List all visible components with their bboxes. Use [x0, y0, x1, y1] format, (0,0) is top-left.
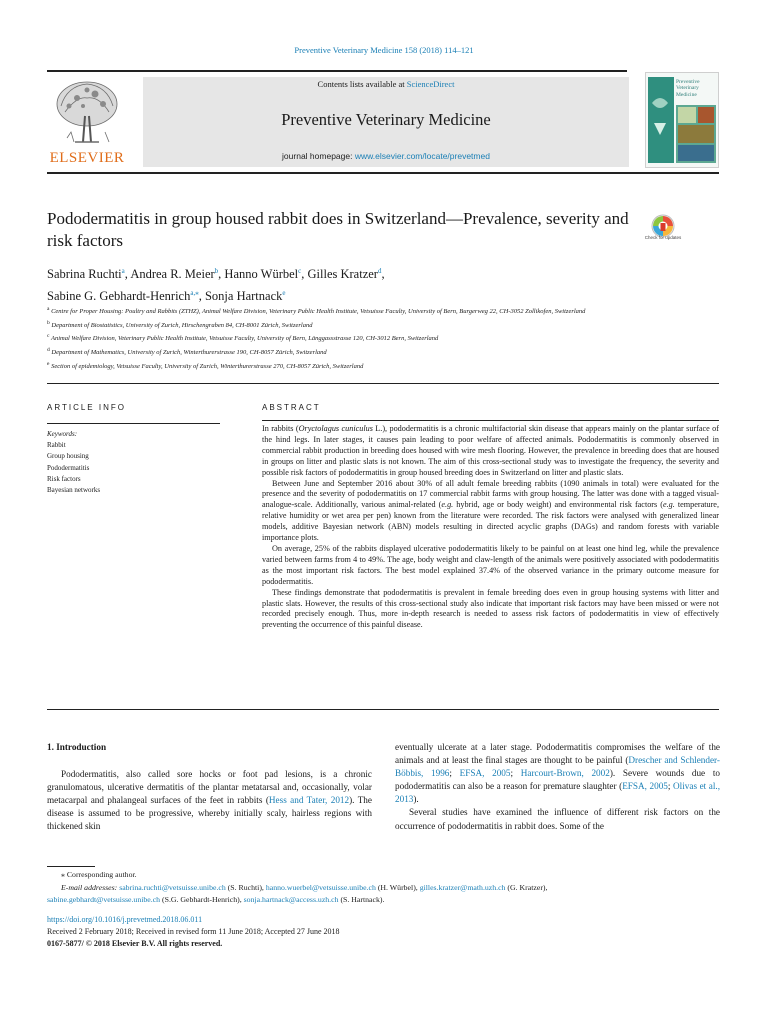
author-name[interactable]: Andrea R. Meier — [130, 267, 215, 282]
author-name[interactable]: Sabrina Ruchti — [47, 267, 122, 282]
email-link[interactable]: sabrina.ruchti@vetsuisse.unibe.ch — [119, 882, 226, 892]
affiliation-item: $^b$ Department of Biostatistics, University of Zurich, Hirschengraben 84, CH-8001 Zürich, Switzerland — [47, 319, 313, 329]
crossmark-label[interactable]: Check for updates — [644, 235, 682, 240]
email-link[interactable]: sabine.gebhardt@vetsuisse.unibe.ch — [47, 895, 161, 904]
citation-link[interactable]: EFSA, 2005 — [459, 768, 511, 779]
keyword-item: Bayesian networks — [47, 486, 101, 495]
journal-homepage — [143, 151, 629, 161]
affiliation-item: $^a$ Centre for Proper Housing: Poultry and Rabbits (ZTHZ), Animal Welfare Division, Veterinary Public Health Institute, Vetsuisse Faculty, University of Bern, Burgerweg 22, CH-3052 Zollikofen, Switzerland — [47, 306, 586, 316]
abstract-paragraph: In rabbits (Oryctolagus cuniculus L.), pododermatitis is a chronic multifactorial skin disease that appears mainly on the plantar surface of the hind legs. In later stages, it causes pain leading to poor welfare of affected animals. Pododermatitis is commonly observed in commercial rabbit production in breeding does housed with wire mesh flooring. However, the prevalence in breeding does that are housed in groups on litter and plastic slats is not known. The aim of this cross-sectional study was to investigate the frequency, the severity and possible risk factors of pododermatitis in group housed breeding does in Switzerland on litter and plastic slats. — [262, 424, 719, 477]
article-info-heading: ARTICLE INFO — [47, 403, 126, 412]
journal-reference-link[interactable]: Preventive Veterinary Medicine 158 (2018) 114–121 — [294, 45, 474, 55]
keyword-item: Pododermatitis — [47, 463, 90, 472]
cover-title: Preventive Veterinary Medicine — [676, 79, 700, 98]
affiliation-item: $^e$ Section of epidemiology, Vetsuisse Faculty, University of Zurich, Winterthurerstrasse 270, CH-8057 Zürich, Switzerland — [47, 360, 364, 370]
author-list: Sabrina Ruchti$^a$, Andrea R. Meier$^b$, Hanno Würbel$^c$, Gilles Kratzer$^d$, Sabine G. Gebhardt-Henrich$^{a,⁎}$, Sonja Hartnack$^e$ — [47, 267, 385, 304]
author-name[interactable]: Hanno Würbel — [224, 267, 299, 282]
article-info-rule — [47, 423, 220, 424]
author-name[interactable]: Sonja Hartnack — [204, 289, 283, 304]
keyword-item: Risk factors — [47, 474, 81, 483]
article-title: Pododermatitis in group housed rabbit does in Switzerland—Prevalence, severity and risk factors — [47, 209, 629, 250]
abstract-end-rule — [47, 709, 719, 710]
journal-name: Preventive Veterinary Medicine — [281, 110, 491, 129]
crossmark-icon[interactable] — [648, 214, 678, 250]
homepage-link[interactable]: www.elsevier.com/locate/prevetmed — [354, 151, 490, 161]
section-divider — [47, 383, 719, 384]
affiliation-item: $^c$ Animal Welfare Division, Veterinary Public Health Institute, Vetsuisse Faculty, University of Bern, Länggassstrasse 120, CH-3012 Bern, Switzerland — [47, 333, 439, 343]
keyword-item: Rabbit — [47, 441, 66, 450]
affiliation-list — [47, 304, 647, 372]
header-top-rule — [47, 70, 627, 72]
citation-link[interactable]: Harcourt-Brown, 2002 — [520, 768, 610, 779]
sciencedirect-link[interactable]: ScienceDirect — [406, 79, 455, 89]
citation-link[interactable]: Olivas et al., 2013 — [395, 781, 721, 805]
keywords-block — [47, 429, 100, 496]
abstract-paragraph: On average, 25% of the rabbits displayed ulcerative pododermatitis likely to be painful on at least one hind leg, while the prevalence varied between farms from 4 to 49%. The age, body weight and claw-length of the animals were positively associated with pododermatitis as the most important risk factors. The best model explained 37.4% of the observed variance in the primary outcome measure for pododermatitis. — [262, 543, 719, 586]
body-column-left — [47, 741, 372, 834]
article-dates: Received 2 February 2018; Received in revised form 11 June 2018; Accepted 27 June 2018 — [47, 927, 340, 936]
email-addresses-cont: sabine.gebhardt@vetsuisse.unibe.ch (S.G. Gebhardt-Henrich), sonja.hartnack@access.uzh.ch (S. Hartnack). — [47, 895, 385, 904]
author-affiliation-sup[interactable]: d — [377, 267, 382, 275]
author-name[interactable]: Gilles Kratzer — [307, 267, 378, 282]
email-addresses: E-mail addresses: sabrina.ruchti@vetsuisse.unibe.ch (S. Ruchti), hanno.wuerbel@vetsuisse.unibe.ch (H. Würbel), gilles.kratzer@math.uzh.ch (G. Kratzer), — [61, 882, 548, 892]
contents-available — [143, 79, 629, 89]
email-link[interactable]: sonja.hartnack@access.uzh.ch — [243, 895, 339, 904]
section-heading: 1. Introduction — [47, 742, 107, 752]
email-link[interactable]: gilles.kratzer@math.uzh.ch — [419, 882, 506, 892]
body-paragraph: Several studies have examined the influence of different risk factors on the occurrence of pododermatitis in rabbit does. Some of the — [395, 807, 720, 831]
header-bottom-rule — [47, 172, 719, 174]
body-paragraph: Pododermatitis, also called sore hocks or foot pad lesions, is a chronic granulomatous, ulcerative dermatitis of the plantar metatarsal and, occasionally, volar metacarpal and phalangeal surfaces of the feet in rabbits (Hess and Tater, 2012). The disease is assumed to be progressive, whereby initially scaly, hairless regions with thickened skin — [47, 769, 372, 832]
corresponding-author-note: ⁎ Corresponding author. — [61, 870, 137, 879]
abstract-rule — [262, 420, 719, 421]
keyword-item: Group housing — [47, 452, 89, 461]
footnotes — [47, 869, 719, 907]
author-affiliation-sup[interactable]: a,⁎ — [190, 289, 199, 298]
author-affiliation-sup[interactable]: e — [282, 289, 286, 298]
abstract-paragraph: These findings demonstrate that pododermatitis is prevalent in female breeding does even in group housing systems with litter and plastic slats. However, the results of this cross-sectional study also indicate that important risk factors may have been missed or were not recorded precisely enough. Thus, more in-depth research is needed to assess risk factors of pododermatitis in view of effectively preventing the occurrence of this painful disease. — [262, 587, 719, 630]
email-link[interactable]: hanno.wuerbel@vetsuisse.unibe.ch — [265, 882, 376, 892]
abstract-paragraph: Between June and September 2016 about 30% of all adult female breeding rabbits (1090 animals in total) were evaluated for the presence and the severity of pododermatitis on 17 commercial rabbit farms with group housing. The latter was done with a tagged visual-analogue-scale. Additionally, various animal-related (e.g. hybrid, age or body weight) and environmental risk factors (e.g. temperature, relative humidity or wet area per pen) known from the literature were recorded. The risk factors were analysed with generalized linear models, additive Bayesian network (ABN) models resulting in directed acyclic graphs (DAGs) and random forests with variable importance plots. — [262, 478, 719, 543]
abstract-body — [262, 424, 719, 631]
citation-link[interactable]: Drescher and Schlender-Böbbis, 1996 — [395, 755, 720, 779]
body-paragraph: eventually ulcerate at a later stage. Pododermatitis compromises the welfare of the animals and at least the final stages are thought to be painful (Drescher and Schlender-Böbbis, 1996; EFSA, 2005; Harcourt-Brown, 2002). Severe wounds due to pododermatitis can also be a reason for premature slaughter (EFSA, 2005; Olivas et al., 2013). — [395, 742, 721, 805]
homepage-label: journal homepage: — [282, 151, 355, 161]
contents-prefix: Contents lists available at — [317, 79, 407, 89]
publisher-logo-text: ELSEVIER — [49, 150, 125, 166]
citation-link[interactable]: Hess and Tater, 2012 — [268, 795, 350, 806]
author-name[interactable]: Sabine G. Gebhardt-Henrich — [47, 289, 191, 304]
journal-cover-thumbnail[interactable] — [645, 72, 719, 168]
affiliation-item: $^d$ Department of Mathematics, University of Zurich, Winterthurerstrasse 190, CH-8057 Zürich, Switzerland — [47, 346, 327, 357]
abstract-heading: ABSTRACT — [262, 403, 321, 412]
author-affiliation-sup[interactable]: b — [214, 267, 219, 275]
doi-link[interactable]: https://doi.org/10.1016/j.prevetmed.2018.06.011 — [47, 915, 203, 924]
issn-copyright: 0167-5877/ © 2018 Elsevier B.V. All rights reserved. — [47, 939, 223, 948]
citation-link[interactable]: EFSA, 2005 — [622, 781, 668, 792]
footnote-rule — [47, 866, 95, 867]
author-affiliation-sup[interactable]: a — [121, 267, 125, 275]
keywords-label: Keywords: — [47, 430, 78, 438]
author-affiliation-sup[interactable]: c — [298, 267, 302, 275]
body-column-right — [395, 741, 720, 833]
